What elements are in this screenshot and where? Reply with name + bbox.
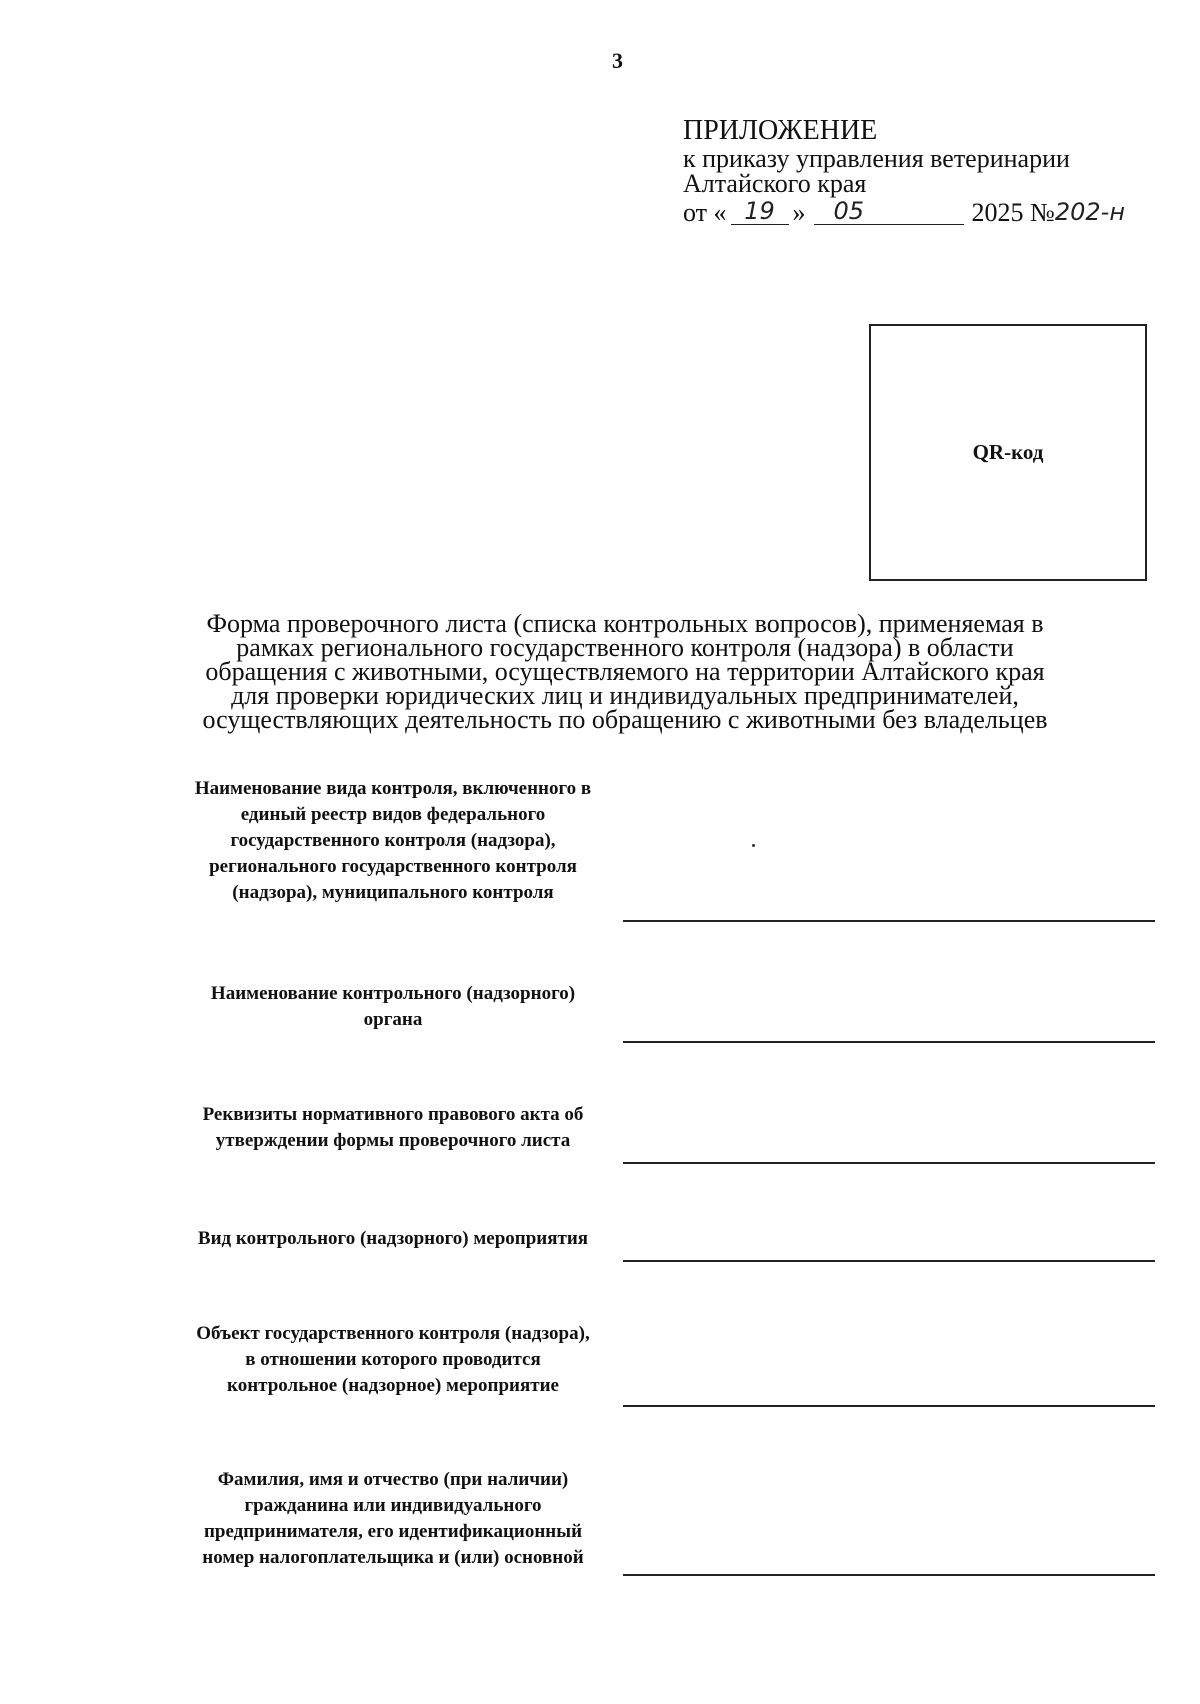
field-label-line: государственного контроля (надзора), bbox=[230, 830, 556, 851]
field-input-line-control-body[interactable] bbox=[623, 1041, 1155, 1043]
field-label-line: Наименование вида контроля, включенного в bbox=[194, 778, 592, 799]
date-year: 2025 № bbox=[971, 198, 1055, 227]
stray-dot bbox=[752, 844, 755, 847]
form-title bbox=[150, 609, 1100, 734]
qr-code-placeholder bbox=[869, 324, 1147, 581]
field-input-line-legal-act[interactable] bbox=[623, 1162, 1155, 1164]
page-number: 3 bbox=[612, 48, 623, 73]
date-day-handwritten: 19 bbox=[731, 198, 789, 225]
date-month-handwritten: 05 bbox=[814, 198, 964, 225]
field-label-line: Вид контрольного (надзорного) мероприятия bbox=[197, 1228, 589, 1249]
doc-number-handwritten: 202-н bbox=[1054, 198, 1126, 226]
date-prefix: от « bbox=[683, 198, 727, 227]
field-input-line-control-object[interactable] bbox=[623, 1405, 1155, 1407]
appendix-title: ПРИЛОЖЕНИЕ bbox=[683, 115, 878, 146]
field-label-person-name bbox=[168, 1467, 618, 1571]
appendix-header bbox=[683, 116, 1163, 225]
field-label-line: в отношении которого проводится bbox=[245, 1349, 541, 1370]
field-label-line: Реквизиты нормативного правового акта об bbox=[202, 1104, 584, 1125]
field-label-line: утверждении формы проверочного листа bbox=[215, 1130, 571, 1151]
form-title-line: Форма проверочного листа (списка контрольных вопросов), применяемая в bbox=[206, 609, 1044, 638]
field-label-line: Фамилия, имя и отчество (при наличии) bbox=[217, 1469, 569, 1490]
field-label-line: единый реестр видов федерального bbox=[240, 804, 546, 825]
field-input-line-control-type[interactable] bbox=[623, 920, 1155, 922]
field-input-line-person-name[interactable] bbox=[623, 1574, 1155, 1576]
qr-label: QR-код bbox=[972, 440, 1044, 464]
field-label-control-body bbox=[168, 981, 618, 1033]
field-label-line: регионального государственного контроля bbox=[209, 856, 577, 877]
field-label-control-type bbox=[168, 776, 618, 906]
field-label-line: Объект государственного контроля (надзора), bbox=[196, 1323, 590, 1344]
field-label-line: номер налогоплательщика и (или) основной bbox=[202, 1547, 584, 1568]
field-label-line: органа bbox=[363, 1009, 423, 1030]
field-label-event-type bbox=[168, 1226, 618, 1252]
form-title-line: осуществляющих деятельность по обращению с животными без владельцев bbox=[202, 705, 1048, 734]
date-mid: » bbox=[792, 198, 806, 227]
field-label-line: Наименование контрольного (надзорного) bbox=[210, 983, 576, 1004]
form-title-line: для проверки юридических лиц и индивидуальных предпринимателей, bbox=[231, 681, 1019, 710]
field-label-legal-act bbox=[168, 1102, 618, 1154]
appendix-line-1: к приказу управления ветеринарии bbox=[683, 144, 1070, 173]
field-label-control-object bbox=[168, 1321, 618, 1399]
field-label-line: предпринимателя, его идентификационный bbox=[203, 1521, 583, 1542]
form-title-line: обращения с животными, осуществляемого на территории Алтайского края bbox=[205, 657, 1045, 686]
field-label-line: гражданина или индивидуального bbox=[244, 1495, 542, 1516]
appendix-date-line bbox=[683, 198, 1163, 225]
field-input-line-event-type[interactable] bbox=[623, 1260, 1155, 1262]
field-label-line: (надзора), муниципального контроля bbox=[232, 882, 554, 903]
form-title-line: рамках регионального государственного контроля (надзора) в области bbox=[236, 633, 1014, 662]
field-label-line: контрольное (надзорное) мероприятие bbox=[227, 1375, 559, 1396]
appendix-line-2: Алтайского края bbox=[683, 169, 867, 198]
